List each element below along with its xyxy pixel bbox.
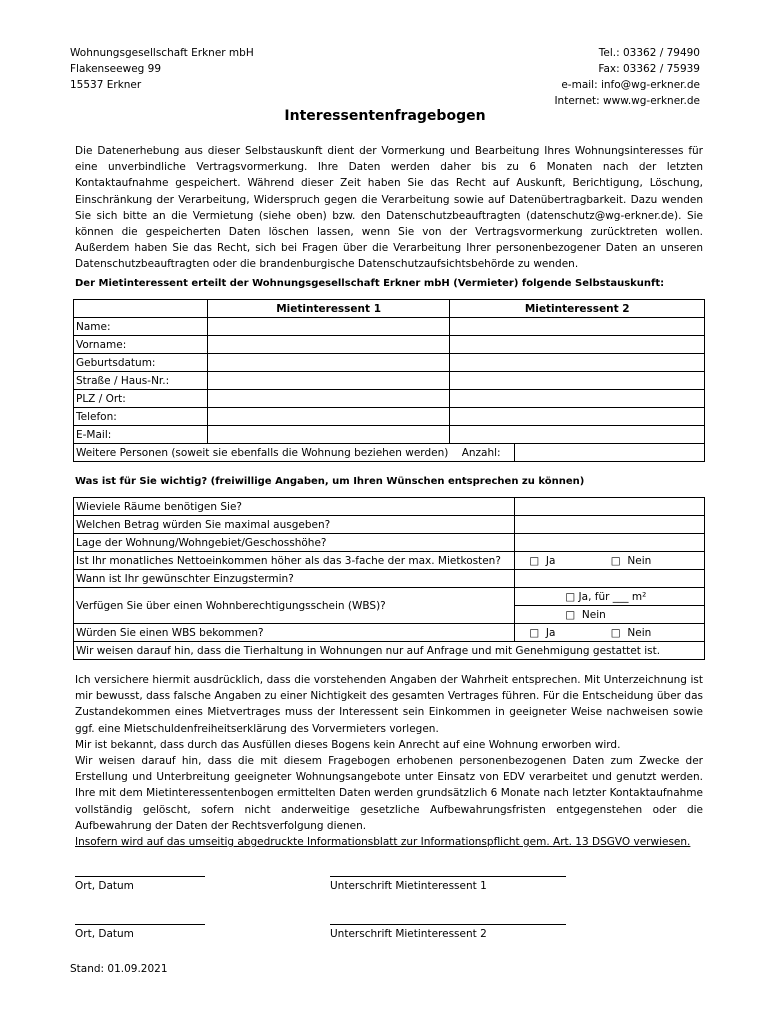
col-header-1: Mietinteressent 1 xyxy=(207,300,450,318)
input-cell[interactable] xyxy=(207,408,450,426)
weitere-personen-text: Weitere Personen (soweit sie ebenfalls die Wohnung beziehen werden) xyxy=(76,446,449,459)
sender-address xyxy=(70,45,254,93)
input-cell[interactable] xyxy=(450,372,705,390)
input-cell[interactable] xyxy=(450,408,705,426)
input-cell[interactable] xyxy=(450,336,705,354)
table-row xyxy=(74,516,705,534)
input-cell[interactable] xyxy=(207,372,450,390)
row-label: Vorname: xyxy=(74,336,208,354)
eligible-ja-checkbox[interactable]: □ Ja xyxy=(529,626,556,639)
input-cell[interactable] xyxy=(450,354,705,372)
question-budget: Welchen Betrag würden Sie maximal ausgeben? xyxy=(74,516,515,534)
row-label: PLZ / Ort: xyxy=(74,390,208,408)
anzahl-label: Anzahl: xyxy=(461,446,501,459)
table-row xyxy=(74,444,705,462)
table-row xyxy=(74,624,705,642)
question-wbs-eligible: Würden Sie einen WBS bekommen? xyxy=(74,624,515,642)
declaration-data: Wir weisen darauf hin, dass die mit diesem Fragebogen erhobenen personenbezogenen Daten zum Zwecke der Erstellung und Unterbreitung geeigneter Wohnungsangebote unter Einsatz von EDV verarbeitet und genutzt werden. Ihre mit dem Mietinteressentenbogen ermittelten Daten werden grundsätzlich 6 Monate nach letzter Kontaktaufnahme vollständig gelöscht, sofern nicht anderweitige gesetzliche Aufbewahrungsfristen entgegenstehen oder die Aufbewahrung der Daten der Rechtsverfolgung dienen. xyxy=(75,755,703,832)
table-row xyxy=(74,534,705,552)
stand-date: Stand: 01.09.2021 xyxy=(70,963,168,975)
ort-datum-label-1: Ort, Datum xyxy=(75,880,134,892)
contact-email: e-mail: info@wg-erkner.de xyxy=(561,79,700,91)
row-label: Name: xyxy=(74,318,208,336)
answer-income xyxy=(515,552,705,570)
wbs-nein-cell xyxy=(515,606,705,624)
income-nein-checkbox[interactable]: □ Nein xyxy=(610,554,652,567)
weitere-personen-label xyxy=(74,444,515,462)
wbs-ja-checkbox[interactable]: □ Ja, für ___ m² xyxy=(565,590,647,603)
row-label: Telefon: xyxy=(74,408,208,426)
table-row xyxy=(74,390,705,408)
signature-line[interactable] xyxy=(75,876,205,877)
row-label: Geburtsdatum: xyxy=(74,354,208,372)
table-row xyxy=(74,408,705,426)
signature-line[interactable] xyxy=(75,924,205,925)
table-row xyxy=(74,372,705,390)
preferences-table xyxy=(73,497,705,660)
sender-name: Wohnungsgesellschaft Erkner mbH xyxy=(70,47,254,59)
table-row xyxy=(74,354,705,372)
table-row xyxy=(74,318,705,336)
input-cell[interactable] xyxy=(207,336,450,354)
contact-block xyxy=(554,45,700,109)
input-cell[interactable] xyxy=(207,318,450,336)
declarations xyxy=(75,672,703,850)
section1-heading: Der Mietinteressent erteilt der Wohnungsgesellschaft Erkner mbH (Vermieter) folgende Selbstauskunft: xyxy=(75,278,665,289)
page-title: Interessentenfragebogen xyxy=(284,108,486,124)
ort-datum-label-2: Ort, Datum xyxy=(75,928,134,940)
table-row xyxy=(74,552,705,570)
contact-fax: Fax: 03362 / 75939 xyxy=(598,63,700,75)
question-income: Ist Ihr monatliches Nettoeinkommen höher als das 3-fache der max. Mietkosten? xyxy=(74,552,515,570)
input-cell[interactable] xyxy=(450,390,705,408)
question-rooms: Wieviele Räume benötigen Sie? xyxy=(74,498,515,516)
col-header-2: Mietinteressent 2 xyxy=(450,300,705,318)
pet-notice: Wir weisen darauf hin, dass die Tierhaltung in Wohnungen nur auf Anfrage und mit Genehmigung gestattet ist. xyxy=(74,642,705,660)
table-corner xyxy=(74,300,208,318)
input-cell[interactable] xyxy=(207,426,450,444)
intro-paragraph: Die Datenerhebung aus dieser Selbstauskunft dient der Vormerkung und Bearbeitung Ihres Wohnungsinteresses für eine unverbindliche Vertragsvormerkung. Ihre Daten werden daher bis zu 6 Monaten nach der letzten Kontaktaufnahme gespeichert. Während dieser Zeit haben Sie das Recht auf Auskunft, Berichtigung, Löschung, Einschränkung der Verarbeitung, Widerspruch gegen die Verarbeitung sowie auf Datenübertragbarkeit. Dazu wenden Sie sich bitte an die Vermietung (siehe oben) bzw. den Datenschutzbeauftragten (datenschutz@wg-erkner.de). Sie können die gespeicherten Daten löschen lassen, wenn Sie von der Vertragsvormerkung zurücktreten wollen. Außerdem haben Sie das Recht, sich bei Fragen über die Verarbeitung Ihrer personenbezogener Daten an unseren Datenschutzbeauftragten oder die brandenburgische Datenschutzaufsichtsbehörde zu wenden. xyxy=(75,145,703,271)
table-row xyxy=(74,642,705,660)
question-move-in: Wann ist Ihr gewünschter Einzugstermin? xyxy=(74,570,515,588)
anzahl-input[interactable] xyxy=(515,444,705,462)
input-cell[interactable] xyxy=(450,318,705,336)
input-cell[interactable] xyxy=(450,426,705,444)
declaration-dsgvo: Insofern wird auf das umseitig abgedruckte Informationsblatt zur Informationspflicht gem. Art. 13 DSGVO verwiesen. xyxy=(75,836,691,849)
signature-label-2: Unterschrift Mietinteressent 2 xyxy=(330,928,487,940)
contact-internet: Internet: www.wg-erkner.de xyxy=(554,95,700,107)
input-cell[interactable] xyxy=(207,390,450,408)
table-row xyxy=(74,570,705,588)
wbs-ja-cell xyxy=(515,588,705,606)
question-location: Lage der Wohnung/Wohngebiet/Geschosshöhe? xyxy=(74,534,515,552)
input-cell[interactable] xyxy=(207,354,450,372)
answer-budget[interactable] xyxy=(515,516,705,534)
applicant-table xyxy=(73,299,705,462)
row-label: Straße / Haus-Nr.: xyxy=(74,372,208,390)
answer-location[interactable] xyxy=(515,534,705,552)
eligible-nein-checkbox[interactable]: □ Nein xyxy=(610,626,652,639)
answer-move-in[interactable] xyxy=(515,570,705,588)
signature-line[interactable] xyxy=(330,876,566,877)
income-ja-checkbox[interactable]: □ Ja xyxy=(529,554,556,567)
table-row xyxy=(74,588,705,606)
table-row xyxy=(74,426,705,444)
signature-label-1: Unterschrift Mietinteressent 1 xyxy=(330,880,487,892)
sender-street: Flakenseeweg 99 xyxy=(70,63,162,75)
table-row xyxy=(74,336,705,354)
question-wbs: Verfügen Sie über einen Wohnberechtigungsschein (WBS)? xyxy=(74,588,515,624)
wbs-nein-checkbox[interactable]: □ Nein xyxy=(565,608,606,621)
sender-city: 15537 Erkner xyxy=(70,79,142,91)
answer-rooms[interactable] xyxy=(515,498,705,516)
row-label: E-Mail: xyxy=(74,426,208,444)
signature-line[interactable] xyxy=(330,924,566,925)
declaration-no-claim: Mir ist bekannt, dass durch das Ausfüllen dieses Bogens kein Anrecht auf eine Wohnung erworben wird. xyxy=(75,738,621,751)
declaration-truth: Ich versichere hiermit ausdrücklich, dass die vorstehenden Angaben der Wahrheit entsprechen. Mit Unterzeichnung ist mir bewusst, dass falsche Angaben zu einer Nichtigkeit des gesamten Vertrages führen. Für die Entscheidung über das Zustandekommen eines Mietvertrages muss der Interessent sein Einkommen in geeigneter Weise nachweisen sowie ggf. eine Mietschuldenfreiheitserklärung des Vorvermieters vorlegen. xyxy=(75,674,703,735)
section2-heading: Was ist für Sie wichtig? (freiwillige Angaben, um Ihren Wünschen entsprechen zu können) xyxy=(75,476,585,487)
contact-tel: Tel.: 03362 / 79490 xyxy=(598,47,700,59)
answer-wbs-eligible xyxy=(515,624,705,642)
table-row xyxy=(74,498,705,516)
